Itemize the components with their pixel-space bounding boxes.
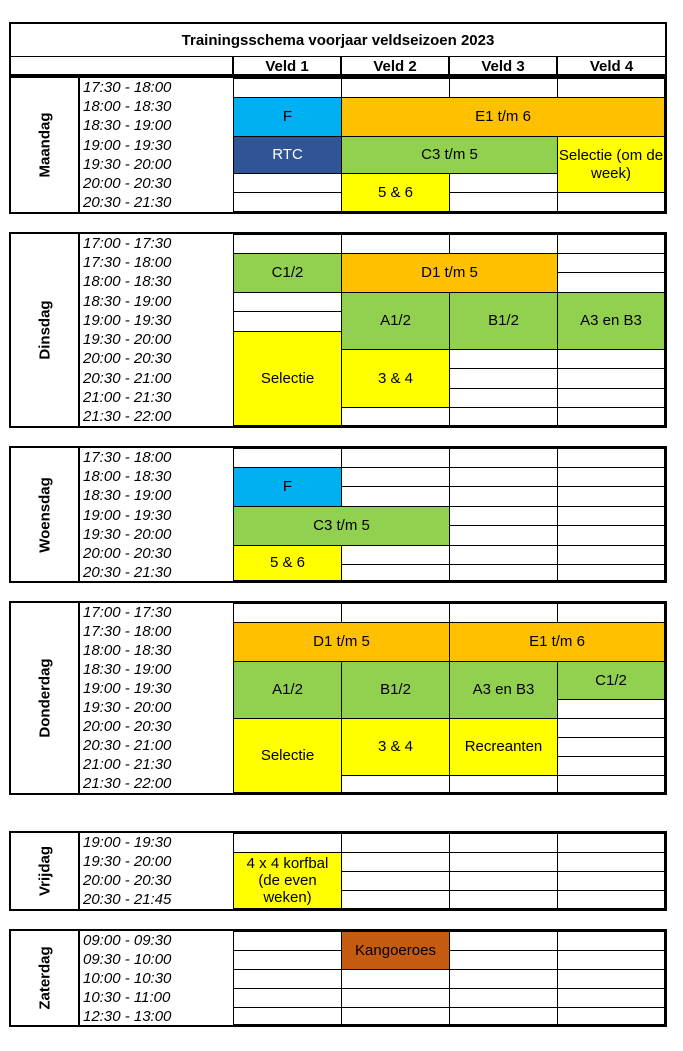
empty-cell: [341, 890, 450, 909]
empty-cell: [233, 931, 342, 951]
empty-cell: [557, 871, 665, 891]
day-label-cell: [11, 78, 80, 212]
block-d1-5: D1 t/m 5: [233, 622, 450, 662]
empty-cell: [449, 564, 558, 581]
day-label-woensdag: Woensdag: [36, 476, 53, 553]
empty-cell: [449, 78, 558, 98]
block-kangoeroes: Kangoeroes: [341, 931, 450, 970]
empty-cell: [233, 448, 342, 468]
empty-cell: [449, 988, 558, 1008]
empty-cell: [449, 448, 558, 468]
empty-cell: [341, 852, 450, 872]
day-section-vrijdag: [9, 831, 667, 911]
empty-cell: [449, 467, 558, 487]
empty-cell: [233, 292, 342, 312]
block-d1-5: D1 t/m 5: [341, 253, 558, 293]
day-section-woensdag: [9, 446, 667, 583]
day-section-dinsdag: [9, 232, 667, 428]
empty-cell: [557, 545, 665, 565]
time-slot: 18:00 - 18:30: [83, 642, 172, 659]
block-b1-2: B1/2: [449, 292, 558, 350]
empty-cell: [557, 890, 665, 909]
block-5-6: 5 & 6: [233, 545, 342, 581]
block-a1-2: A1/2: [341, 292, 450, 350]
empty-cell: [341, 448, 450, 468]
empty-cell: [557, 1007, 665, 1025]
empty-cell: [557, 756, 665, 776]
empty-cell: [557, 506, 665, 526]
day-label-cell: [11, 448, 80, 581]
block-rtc: RTC: [233, 136, 342, 174]
empty-cell: [341, 407, 450, 426]
empty-cell: [557, 775, 665, 793]
time-slot: 17:00 - 17:30: [83, 235, 172, 252]
empty-cell: [557, 234, 665, 254]
empty-cell: [557, 467, 665, 487]
empty-cell: [557, 950, 665, 970]
time-slot: 10:30 - 11:00: [83, 989, 171, 1006]
empty-cell: [233, 603, 342, 623]
time-slot: 19:00 - 19:30: [83, 507, 172, 524]
time-slot: 19:00 - 19:30: [83, 137, 172, 154]
empty-cell: [449, 931, 558, 951]
empty-cell: [557, 852, 665, 872]
time-slot: 17:30 - 18:00: [83, 254, 172, 271]
empty-cell: [449, 1007, 558, 1025]
block-c1-2: C1/2: [233, 253, 342, 293]
day-label-dinsdag: Dinsdag: [36, 300, 53, 360]
empty-cell: [557, 718, 665, 738]
block-e1-6: E1 t/m 6: [341, 97, 665, 137]
time-slot: 17:30 - 18:00: [83, 623, 172, 640]
day-label-cell: [11, 603, 80, 793]
empty-cell: [557, 486, 665, 507]
block-b1-2: B1/2: [341, 661, 450, 719]
empty-cell: [233, 173, 342, 193]
empty-cell: [449, 388, 558, 408]
block-a3-b3: A3 en B3: [557, 292, 665, 350]
empty-cell: [449, 368, 558, 389]
time-slot: 20:00 - 20:30: [83, 175, 172, 192]
time-slot: 19:30 - 20:00: [83, 853, 172, 870]
empty-cell: [557, 603, 665, 623]
block-3-4: 3 & 4: [341, 718, 450, 776]
empty-cell: [557, 349, 665, 369]
empty-cell: [557, 78, 665, 98]
time-slot: 20:00 - 20:30: [83, 718, 172, 735]
day-section-zaterdag: [9, 929, 667, 1027]
empty-cell: [341, 545, 450, 565]
empty-cell: [557, 833, 665, 853]
empty-cell: [449, 603, 558, 623]
time-slot: 19:30 - 20:00: [83, 526, 172, 543]
time-slot: 09:00 - 09:30: [83, 932, 172, 949]
empty-cell: [557, 564, 665, 581]
block-c1-2: C1/2: [557, 661, 665, 700]
empty-cell: [341, 988, 450, 1008]
block-recreanten: Recreanten: [449, 718, 558, 776]
time-slot: 20:00 - 20:30: [83, 872, 172, 889]
time-slot: 20:00 - 20:30: [83, 350, 172, 367]
day-label-cell: [11, 931, 80, 1025]
time-slot: 17:30 - 18:00: [83, 79, 172, 96]
empty-cell: [557, 988, 665, 1008]
time-slot: 20:00 - 20:30: [83, 545, 172, 562]
time-slot: 20:30 - 21:30: [83, 564, 172, 581]
empty-cell: [449, 525, 558, 546]
empty-cell: [449, 950, 558, 970]
empty-cell: [233, 833, 342, 853]
empty-cell: [557, 448, 665, 468]
block-a3-b3: A3 en B3: [449, 661, 558, 719]
block-3-4: 3 & 4: [341, 349, 450, 408]
empty-cell: [449, 506, 558, 526]
empty-cell: [233, 234, 342, 254]
day-section-maandag: [9, 76, 667, 214]
time-slot: 19:00 - 19:30: [83, 680, 172, 697]
empty-cell: [557, 253, 665, 273]
block-korfbal: 4 x 4 korfbal (de even weken): [233, 852, 342, 909]
day-label-donderdag: Donderdag: [36, 658, 53, 738]
time-slot: 09:30 - 10:00: [83, 951, 172, 968]
time-slot: 18:30 - 19:00: [83, 661, 172, 678]
empty-cell: [449, 192, 558, 212]
block-c3-5: C3 t/m 5: [341, 136, 558, 174]
time-slot: 19:30 - 20:00: [83, 699, 172, 716]
empty-cell: [557, 192, 665, 212]
time-slot: 21:30 - 22:00: [83, 408, 172, 425]
day-label-zaterdag: Zaterdag: [36, 946, 53, 1010]
empty-cell: [449, 969, 558, 989]
header-veld-2: Veld 2: [341, 56, 449, 76]
empty-cell: [449, 407, 558, 426]
empty-cell: [341, 486, 450, 507]
empty-cell: [449, 833, 558, 853]
schedule-title: Trainingsschema voorjaar veldseizoen 2023: [181, 31, 495, 49]
empty-cell: [341, 234, 450, 254]
empty-cell: [341, 833, 450, 853]
empty-cell: [557, 368, 665, 389]
block-f: F: [233, 97, 342, 137]
empty-cell: [341, 775, 450, 793]
empty-cell: [449, 349, 558, 369]
day-label-cell: [11, 833, 80, 909]
empty-cell: [233, 950, 342, 970]
empty-cell: [449, 852, 558, 872]
day-label-cell: [11, 234, 80, 426]
empty-cell: [233, 78, 342, 98]
time-slot: 17:00 - 17:30: [83, 604, 172, 621]
time-slot: 17:30 - 18:00: [83, 449, 172, 466]
block-a1-2: A1/2: [233, 661, 342, 719]
block-5-6: 5 & 6: [341, 173, 450, 212]
empty-cell: [341, 603, 450, 623]
empty-cell: [449, 545, 558, 565]
header-veld-4: Veld 4: [557, 56, 665, 76]
empty-cell: [233, 192, 342, 212]
empty-cell: [341, 969, 450, 989]
time-slot: 19:00 - 19:30: [83, 312, 172, 329]
time-slot: 12:30 - 13:00: [83, 1008, 172, 1025]
time-slot: 18:30 - 19:00: [83, 487, 172, 504]
empty-cell: [449, 871, 558, 891]
time-slot: 19:00 - 19:30: [83, 834, 172, 851]
block-c3-5: C3 t/m 5: [233, 506, 450, 546]
block-selectie: Selectie (om de week): [557, 136, 665, 193]
empty-cell: [557, 388, 665, 408]
time-slot: 19:30 - 20:00: [83, 156, 172, 173]
empty-cell: [557, 737, 665, 757]
time-slot: 20:30 - 21:00: [83, 737, 172, 754]
block-selectie: Selectie: [233, 331, 342, 426]
empty-cell: [449, 486, 558, 507]
block-f: F: [233, 467, 342, 507]
empty-cell: [557, 407, 665, 426]
time-slot: 10:00 - 10:30: [83, 970, 172, 987]
time-slot: 21:00 - 21:30: [83, 756, 172, 773]
empty-cell: [341, 78, 450, 98]
empty-cell: [341, 871, 450, 891]
time-slot: 21:00 - 21:30: [83, 389, 172, 406]
time-slot: 18:30 - 19:00: [83, 117, 172, 134]
empty-cell: [341, 1007, 450, 1025]
header-veld-1: Veld 1: [233, 56, 341, 76]
empty-cell: [557, 525, 665, 546]
empty-cell: [449, 890, 558, 909]
time-slot: 18:00 - 18:30: [83, 468, 172, 485]
empty-cell: [449, 775, 558, 793]
time-slot: 20:30 - 21:30: [83, 194, 172, 211]
block-e1-6: E1 t/m 6: [449, 622, 665, 662]
day-label-vrijdag: Vrijdag: [36, 845, 53, 897]
day-label-maandag: Maandag: [36, 112, 53, 178]
empty-cell: [233, 988, 342, 1008]
time-slot: 21:30 - 22:00: [83, 775, 172, 792]
header-spacer: [11, 56, 233, 76]
schedule-header: [9, 22, 667, 76]
time-slot: 19:30 - 20:00: [83, 331, 172, 348]
empty-cell: [557, 931, 665, 951]
empty-cell: [449, 234, 558, 254]
empty-cell: [233, 1007, 342, 1025]
empty-cell: [557, 272, 665, 293]
time-slot: 20:30 - 21:00: [83, 370, 172, 387]
empty-cell: [233, 969, 342, 989]
empty-cell: [557, 969, 665, 989]
empty-cell: [449, 173, 558, 193]
time-slot: 18:00 - 18:30: [83, 273, 172, 290]
empty-cell: [233, 311, 342, 332]
empty-cell: [341, 564, 450, 581]
time-slot: 20:30 - 21:45: [83, 891, 172, 908]
day-section-donderdag: [9, 601, 667, 795]
block-selectie: Selectie: [233, 718, 342, 793]
time-slot: 18:30 - 19:00: [83, 293, 172, 310]
empty-cell: [557, 699, 665, 719]
header-veld-3: Veld 3: [449, 56, 557, 76]
empty-cell: [341, 467, 450, 487]
time-slot: 18:00 - 18:30: [83, 98, 172, 115]
